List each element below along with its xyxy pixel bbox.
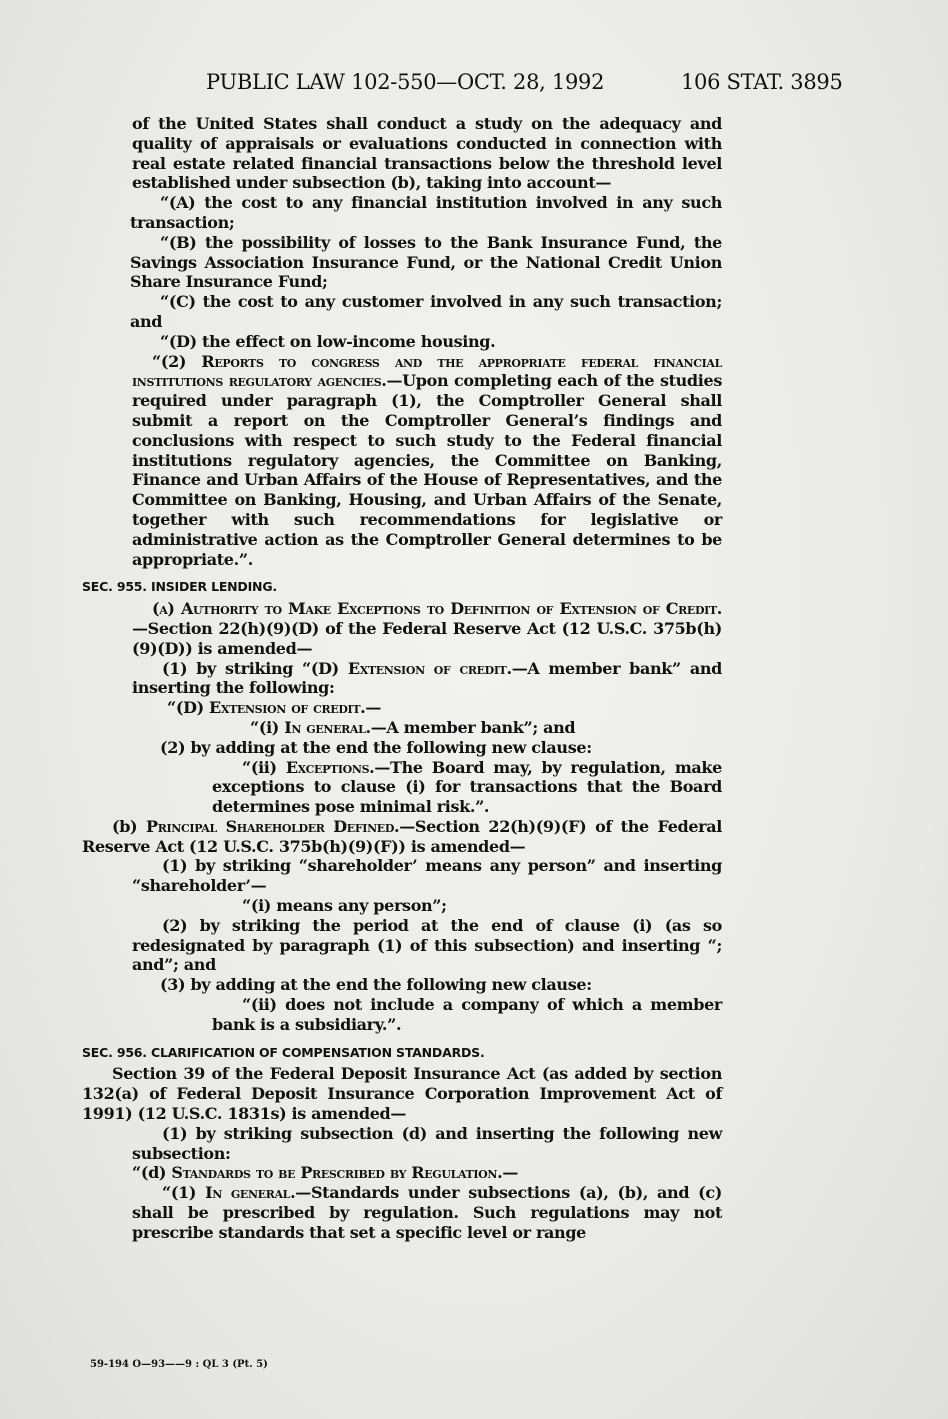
paragraph: “(A) the cost to any financial institution involved in any such transaction; [130, 193, 722, 232]
paragraph-heading: Extension of credit. [347, 658, 512, 678]
paragraph-text: —Section 22(h)(9)(F) of the Federal Reserve Act (12 U.S.C. 375b(h)(9)(F)) is amended— [82, 816, 723, 856]
stat-page-number: 106 STAT. 3895 [681, 70, 843, 94]
paragraph [82, 352, 722, 570]
paragraph: “(B) the possibility of losses to the Bank Insurance Fund, the Savings Association Insurance Fund, or the National Credit Union Share Insurance Fund; [130, 232, 722, 292]
paragraph: “(ii) does not include a company of which a member bank is a subsidiary.”. [212, 995, 722, 1034]
document-body [82, 114, 722, 1243]
paragraph-text: “(i) [250, 717, 285, 737]
paragraph-text: “(D) [167, 698, 210, 718]
paragraph: Section 39 of the Federal Deposit Insurance Act (as added by section 132(a) of Federal Deposit Insurance Corporation Improvement Act of 1991) (12 U.S.C. 1831s) is amended— [82, 1064, 722, 1124]
paragraph: “(D) the effect on low-income housing. [160, 331, 496, 351]
paragraph-heading: Extension of credit. [209, 698, 366, 718]
paragraph-text: —A member bank”; and [370, 717, 576, 737]
paragraph: (1) by striking “shareholder’ means any person” and inserting “shareholder’— [132, 856, 722, 896]
paragraph-heading: Principal Shareholder Defined. [146, 816, 400, 836]
paragraph [82, 599, 722, 658]
print-code: 59-194 O—93——9 : QL 3 (Pt. 5) [90, 1359, 268, 1370]
paragraph-text: (1) by striking “(D) [162, 658, 348, 678]
paragraph: (2) by striking the period at the end of clause (i) (as so redesignated by paragraph (1) of this subsection) and inserting “; and”; and [132, 915, 722, 975]
page-title: PUBLIC LAW 102-550—OCT. 28, 1992 [206, 70, 605, 94]
paragraph [82, 1163, 722, 1183]
paragraph [82, 817, 722, 857]
paragraph [82, 758, 722, 817]
paragraph-text: —Section 22(h)(9)(D) of the Federal Reserve Act (12 U.S.C. 375b(h)(9)(D)) is amended— [132, 618, 722, 658]
paragraph-text: —The Board may, by regulation, make exceptions to clause (i) for transactions that the Board determines pose minimal risk.”. [212, 757, 722, 817]
paragraph-text: — [365, 698, 382, 718]
section-heading: SEC. 955. INSIDER LENDING. [82, 579, 277, 595]
paragraph: of the United States shall conduct a study on the adequacy and quality of appraisals or evaluations conducted in connection with real estate related financial transactions below the threshold level established under subsection (b), taking into account— [132, 114, 722, 193]
paragraph-text: —A member bank” and inserting the following: [132, 658, 722, 698]
paragraph-text: (b) [112, 816, 147, 836]
paragraph-heading: (a) Authority to Make Exceptions to Definition of Extension of Credit. [152, 599, 722, 619]
paragraph-heading: In general. [284, 717, 371, 737]
paragraph-text: —Standards under subsections (a), (b), and (c) shall be prescribed by regulation. Such regulations may not prescribe standards that set a specific level or range [132, 1183, 722, 1242]
paragraph [82, 698, 722, 718]
paragraph-heading: Exceptions. [285, 757, 375, 777]
paragraph: (2) by adding at the end the following new clause: [160, 737, 592, 757]
paragraph [82, 659, 722, 699]
paragraph-text: — [502, 1163, 518, 1183]
section-heading: SEC. 956. CLARIFICATION OF COMPENSATION STANDARDS. [82, 1044, 485, 1060]
paragraph: “(C) the cost to any customer involved in any such transaction; and [130, 292, 722, 331]
paragraph-text: “(1) [162, 1183, 206, 1203]
paragraph-heading: In general. [205, 1183, 296, 1203]
paragraph-heading: Standards to be Prescribed by Regulation. [171, 1163, 503, 1183]
paragraph [82, 1183, 722, 1242]
paragraph: (3) by adding at the end the following new clause: [160, 975, 592, 995]
paragraph-text: —Upon completing each of the studies required under paragraph (1), the Comptroller General shall submit a report on the Comptroller General’s findings and conclusions with respect to such study to the Federal financial institutions regulatory agencies, the Committee on Banking, Finance and Urban Affairs of the House of Representatives, and the Committee on Banking, Housing, and Urban Affairs of the Senate, together with such recommendations for legislative or administrative action as the Comptroller General determines to be appropriate.”. [132, 371, 722, 569]
paragraph-text: “(d) [132, 1163, 172, 1183]
paragraph: “(i) means any person”; [242, 896, 447, 916]
paragraph-heading: “(2) Reports to congress and the appropriate federal financial institutions regulatory agencies. [132, 351, 722, 391]
paragraph [82, 718, 722, 738]
page-header [0, 64, 948, 100]
paragraph-text: “(ii) [242, 757, 286, 777]
paragraph: (1) by striking subsection (d) and inserting the following new subsection: [132, 1123, 722, 1163]
